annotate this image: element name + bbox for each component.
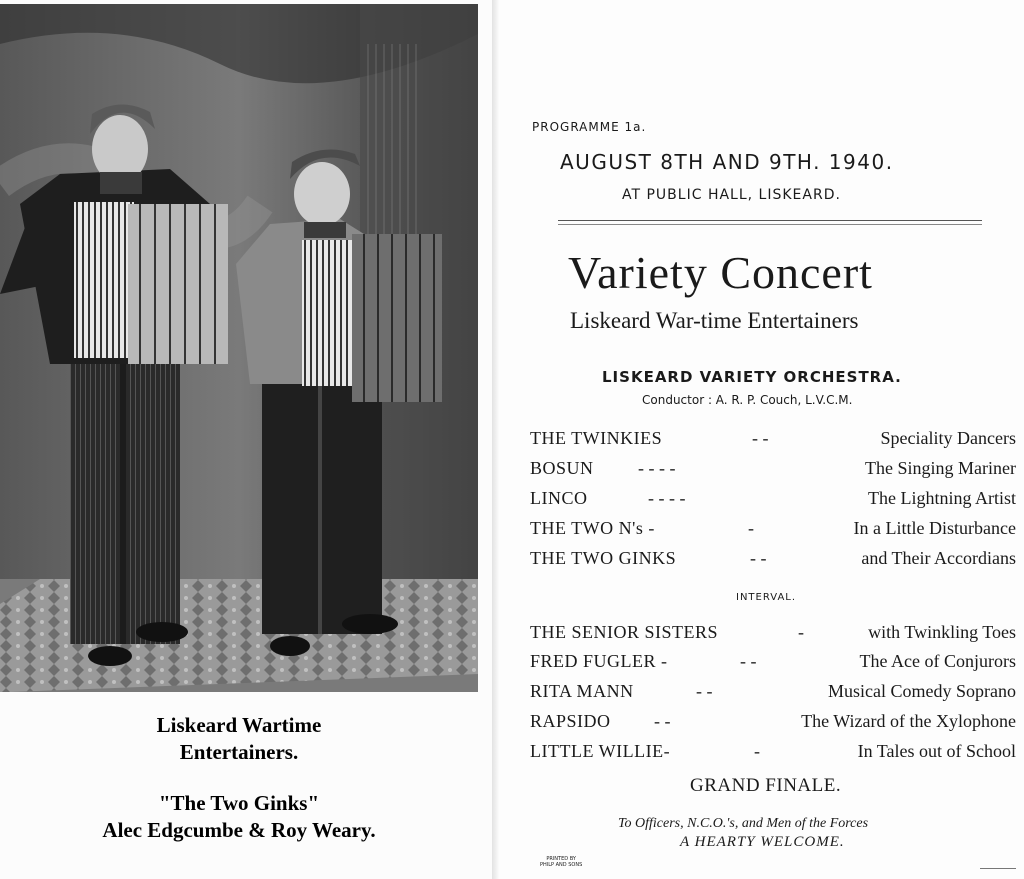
programme-dates: AUGUST 8TH AND 9TH. 1940. (560, 150, 894, 174)
act-description: The Wizard of the Xylophone (801, 711, 1016, 731)
act-description: and Their Accordians (861, 548, 1016, 568)
concert-programme (500, 0, 1024, 879)
act-description: In a Little Disturbance (853, 518, 1016, 538)
act-row (530, 428, 1016, 454)
programme-number: PROGRAMME 1a. (532, 120, 647, 134)
act-row (530, 711, 1016, 737)
act-dashes: - - (750, 548, 767, 568)
act-description: In Tales out of School (857, 741, 1016, 761)
act-name: LITTLE WILLIE- (530, 741, 671, 761)
conductor-line: Conductor : A. R. P. Couch, L.V.C.M. (642, 393, 853, 407)
act-dashes: - - - - (638, 458, 676, 478)
act-row (530, 622, 1016, 648)
programme-title: Variety Concert (568, 247, 873, 298)
photo-card (0, 0, 492, 879)
act-name: BOSUN (530, 458, 594, 478)
caption-line-3: "The Two Ginks" (158, 791, 320, 815)
programme-venue: AT PUBLIC HALL, LISKEARD. (622, 187, 841, 203)
act-dashes: - - (654, 711, 671, 731)
act-description: with Twinkling Toes (868, 622, 1016, 642)
act-dashes: - (748, 518, 754, 538)
caption-line-2: Entertainers. (179, 740, 299, 764)
printer-line-2: PHILP AND SONS (540, 862, 583, 868)
double-rule-top (558, 220, 982, 221)
act-dashes: - (754, 741, 760, 761)
interval-label: INTERVAL. (736, 592, 797, 603)
act-row (530, 518, 1016, 544)
act-dashes: - - (752, 428, 769, 448)
programme-subtitle: Liskeard War-time Entertainers (570, 308, 859, 333)
act-name: THE TWO N's - (530, 518, 655, 538)
act-description: Speciality Dancers (880, 428, 1016, 448)
act-name: FRED FUGLER - (530, 651, 668, 671)
accordion-players-photo (0, 4, 478, 692)
double-rule-bottom (558, 224, 982, 225)
printer-imprint (540, 856, 582, 868)
officers-line: To Officers, N.C.O.'s, and Men of the Forces (618, 816, 869, 831)
act-dashes: - (798, 622, 804, 642)
act-name: THE SENIOR SISTERS (530, 622, 719, 642)
orchestra-heading: LISKEARD VARIETY ORCHESTRA. (602, 368, 902, 386)
act-dashes: - - (740, 651, 757, 671)
act-row (530, 458, 1016, 484)
act-row (530, 651, 1016, 677)
caption-line-1: Liskeard Wartime (156, 713, 322, 737)
act-row (530, 741, 1016, 767)
act-row (530, 488, 1016, 514)
act-dashes: - - - - (648, 488, 686, 508)
photo-caption (0, 712, 478, 844)
welcome-line: A HEARTY WELCOME. (680, 834, 845, 850)
act-dashes: - - (696, 681, 713, 701)
act-name: RITA MANN (530, 681, 634, 701)
bottom-rule (980, 868, 1016, 869)
photo-illustration (0, 4, 478, 692)
act-row (530, 681, 1016, 707)
act-description: The Ace of Conjurors (859, 651, 1016, 671)
printer-line-1: PRINTED BY (546, 856, 576, 862)
caption-line-4: Alec Edgcumbe & Roy Weary. (102, 818, 376, 842)
act-description: The Singing Mariner (865, 458, 1016, 478)
act-name: THE TWINKIES (530, 428, 663, 448)
act-name: RAPSIDO (530, 711, 611, 731)
act-row (530, 548, 1016, 574)
act-name: LINCO (530, 488, 588, 508)
act-description: Musical Comedy Soprano (828, 681, 1016, 701)
act-description: The Lightning Artist (868, 488, 1016, 508)
page-divider (492, 0, 500, 879)
grand-finale: GRAND FINALE. (690, 775, 842, 796)
act-name: THE TWO GINKS (530, 548, 677, 568)
